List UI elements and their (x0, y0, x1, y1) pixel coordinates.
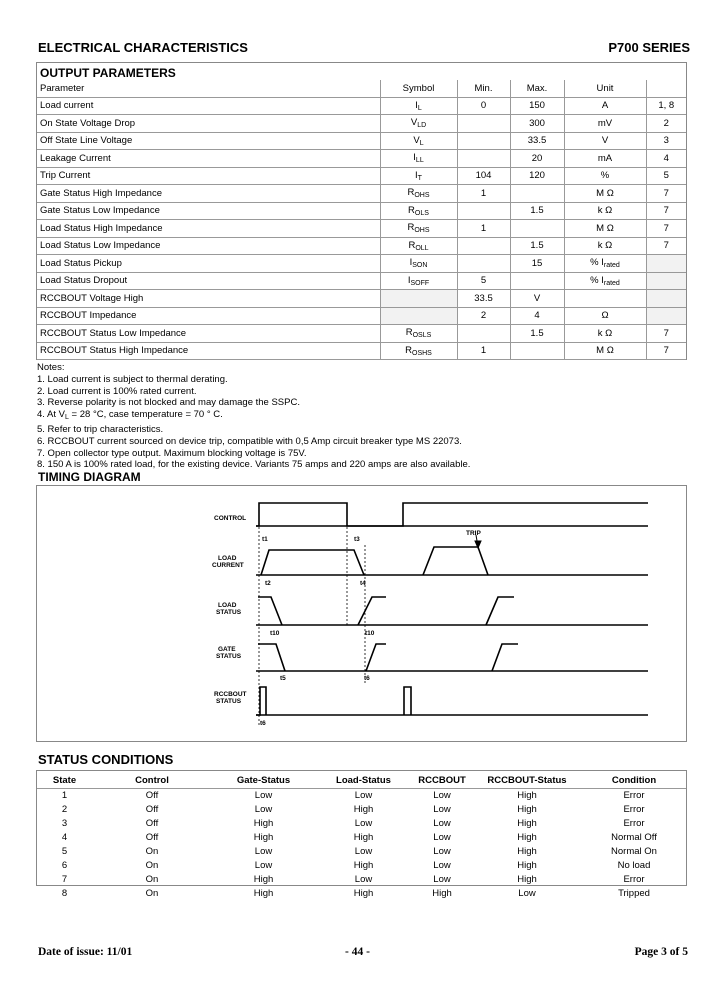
status-row (37, 817, 686, 831)
status-col-header: Load-Status (315, 772, 412, 789)
param-name: Load current (37, 97, 380, 115)
status-col-header: RCCBOUT (412, 772, 472, 789)
param-min (457, 132, 510, 150)
status-header-row (37, 772, 686, 789)
label-rccbout-status-2: STATUS (216, 698, 242, 705)
label-gate-status-1: GATE (218, 646, 236, 653)
param-symbol: $R_{OHS}$ (380, 185, 457, 203)
status-cell: High (432, 888, 452, 899)
param-max: 1.5 (510, 202, 564, 220)
status-cell: No load (617, 860, 651, 871)
param-note: 7 (646, 202, 686, 220)
param-note: 7 (646, 185, 686, 203)
status-cell: Off (145, 790, 159, 801)
series-title: P700 SERIES (608, 40, 690, 55)
param-max: V (510, 290, 564, 308)
param-symbol: $I_{SOFF}$ (380, 272, 457, 290)
status-cell: Error (623, 790, 645, 801)
param-note: 7 (646, 325, 686, 343)
param-max: 4 (510, 307, 564, 325)
status-cell: 1 (61, 790, 68, 801)
status-cell: High (353, 832, 374, 843)
status-cell: Low (433, 846, 451, 857)
date-of-issue: Date of issue: 11/01 (38, 946, 133, 958)
status-cell: High (517, 804, 537, 815)
param-unit: % $I_{rated}$ (564, 255, 646, 273)
table-row (37, 272, 686, 290)
param-symbol: $R_{OSLS}$ (380, 325, 457, 343)
status-row (37, 789, 686, 804)
param-symbol: $I_{SON}$ (380, 255, 457, 273)
param-max (510, 185, 564, 203)
status-cell: Low (254, 860, 273, 871)
param-max: 1.5 (510, 325, 564, 343)
status-cell: On (145, 874, 159, 885)
output-params-header-row (37, 80, 686, 97)
status-cell: 4 (61, 832, 68, 843)
note-7: 7. Open collector type output. Maximum blocking voltage is 75V. (37, 447, 307, 459)
label-t4: t4 (360, 580, 366, 587)
col-note (646, 80, 686, 97)
table-row (37, 342, 686, 360)
status-cell: 6 (61, 860, 68, 871)
status-cell: High (517, 790, 537, 801)
status-cell: Normal On (611, 846, 657, 857)
output-params-title: OUTPUT PARAMETERS (40, 66, 176, 80)
param-min: 2 (457, 307, 510, 325)
param-unit: mV (564, 115, 646, 133)
label-t3: t3 (354, 536, 360, 543)
param-min (457, 115, 510, 133)
table-row (37, 132, 686, 150)
param-min (457, 255, 510, 273)
status-cell: Error (623, 804, 645, 815)
doc-section-title: ELECTRICAL CHARACTERISTICS (38, 40, 248, 55)
param-unit: M Ω (564, 185, 646, 203)
param-name: RCCBOUT Voltage High (37, 290, 380, 308)
param-min (457, 202, 510, 220)
param-max (510, 342, 564, 360)
status-cell: High (517, 832, 537, 843)
param-symbol: $I_L$ (380, 97, 457, 115)
col-unit: Unit (564, 80, 646, 97)
status-cell: Low (433, 874, 451, 885)
label-t5b: t6 (364, 675, 370, 682)
status-cell: Low (433, 790, 451, 801)
note-4: 4. At $V_L = 28$ °C, case temperature = 70 ° C. (37, 409, 223, 422)
label-t1: t1 (262, 536, 268, 543)
table-row (37, 167, 686, 185)
col-parameter: Parameter (37, 80, 380, 97)
status-cell: Low (354, 790, 373, 801)
status-cell: Low (433, 818, 451, 829)
status-cell: 3 (61, 818, 68, 829)
label-control: CONTROL (214, 515, 247, 522)
param-name: RCCBOUT Impedance (37, 307, 380, 325)
param-name: RCCBOUT Status High Impedance (37, 342, 380, 360)
note-5: 5. Refer to trip characteristics. (37, 423, 164, 435)
param-note (646, 255, 686, 273)
status-cell: On (145, 846, 159, 857)
param-min: 1 (457, 342, 510, 360)
param-unit: M Ω (564, 342, 646, 360)
param-name: Leakage Current (37, 150, 380, 168)
param-min: 0 (457, 97, 510, 115)
param-name: Gate Status High Impedance (37, 185, 380, 203)
param-name: Load Status Pickup (37, 255, 380, 273)
param-symbol: $R_{OSHS}$ (380, 342, 457, 360)
table-row (37, 115, 686, 133)
table-row (37, 185, 686, 203)
param-unit: V (564, 132, 646, 150)
label-t5: t5 (280, 675, 286, 682)
label-trip: TRIP (466, 530, 481, 537)
table-row (37, 202, 686, 220)
param-note (646, 272, 686, 290)
param-symbol: $V_{LD}$ (380, 115, 457, 133)
param-name: Off State Line Voltage (37, 132, 380, 150)
status-cell: Off (145, 818, 159, 829)
status-row (37, 873, 686, 887)
notes-title: Notes: (37, 362, 65, 373)
param-note: 7 (646, 237, 686, 255)
param-note: 5 (646, 167, 686, 185)
status-col-header: RCCBOUT-Status (472, 772, 582, 789)
status-cell: High (253, 888, 274, 899)
status-title: STATUS CONDITIONS (38, 752, 174, 767)
param-note (646, 290, 686, 308)
label-t6: t6 (260, 720, 266, 727)
param-max: 1.5 (510, 237, 564, 255)
param-max: 120 (510, 167, 564, 185)
page-number: - 44 - (345, 946, 370, 958)
param-unit: k Ω (564, 202, 646, 220)
status-row (37, 845, 686, 859)
param-note: 1, 8 (646, 97, 686, 115)
status-cell: Low (254, 804, 273, 815)
status-cell: High (253, 832, 274, 843)
label-t10a: t10 (270, 630, 280, 637)
label-gate-status-2: STATUS (216, 653, 242, 660)
status-cell: Off (145, 804, 159, 815)
param-note: 2 (646, 115, 686, 133)
label-load-status-1: LOAD (218, 602, 237, 609)
col-symbol: Symbol (380, 80, 457, 97)
notes-block (37, 362, 697, 471)
status-row (37, 859, 686, 873)
note-3: 3. Reverse polarity is not blocked and may damage the SSPC. (37, 397, 300, 409)
param-unit: k Ω (564, 237, 646, 255)
status-cell: Low (354, 874, 373, 885)
label-rccbout-status-1: RCCBOUT (214, 691, 247, 698)
param-symbol: $I_T$ (380, 167, 457, 185)
label-load-status-2: STATUS (216, 609, 242, 616)
param-unit: % $I_{rated}$ (564, 272, 646, 290)
table-row (37, 150, 686, 168)
status-col-header: Condition (582, 772, 686, 789)
status-cell: Low (433, 832, 451, 843)
param-unit: Ω (564, 307, 646, 325)
param-symbol (380, 290, 457, 308)
param-symbol: $R_{OHS}$ (380, 220, 457, 238)
param-max (510, 272, 564, 290)
note-2: 2. Load current is 100% rated current. (37, 385, 197, 397)
param-min (457, 325, 510, 343)
param-min: 104 (457, 167, 510, 185)
param-max (510, 220, 564, 238)
status-cell: High (517, 874, 537, 885)
param-unit: A (564, 97, 646, 115)
status-cell: High (517, 846, 537, 857)
param-unit: M Ω (564, 220, 646, 238)
status-cell: High (253, 818, 274, 829)
status-cell: Low (518, 888, 536, 899)
status-table (37, 772, 686, 901)
status-cell: Error (623, 874, 645, 885)
param-name: RCCBOUT Status Low Impedance (37, 325, 380, 343)
status-cell: High (353, 860, 374, 871)
status-cell: 5 (61, 846, 68, 857)
status-cell: Low (354, 846, 373, 857)
status-cell: Low (254, 846, 273, 857)
param-name: Gate Status Low Impedance (37, 202, 380, 220)
status-cell: Tripped (618, 888, 650, 899)
status-cell: Low (433, 860, 451, 871)
label-t2: t2 (265, 580, 271, 587)
status-cell: 8 (61, 888, 68, 899)
status-col-header: State (37, 772, 92, 789)
param-max: 33.5 (510, 132, 564, 150)
status-cell: High (353, 804, 374, 815)
param-name: Load Status Low Impedance (37, 237, 380, 255)
table-row (37, 220, 686, 238)
param-min: 1 (457, 185, 510, 203)
table-row (37, 97, 686, 115)
status-cell: High (517, 860, 537, 871)
param-min (457, 150, 510, 168)
label-load-current-2: CURRENT (212, 562, 244, 569)
status-cell: 2 (61, 804, 68, 815)
note-8: 8. 150 A is 100% rated load, for the existing device. Variants 75 amps and 220 amps are also available. (37, 459, 471, 471)
param-symbol: $R_{OLS}$ (380, 202, 457, 220)
param-note: 7 (646, 342, 686, 360)
col-min: Min. (457, 80, 510, 97)
param-name: Trip Current (37, 167, 380, 185)
status-cell: Error (623, 818, 645, 829)
status-row (37, 803, 686, 817)
status-cell: Low (433, 804, 451, 815)
param-max: 15 (510, 255, 564, 273)
status-col-header: Control (92, 772, 212, 789)
table-row (37, 255, 686, 273)
param-name: Load Status Dropout (37, 272, 380, 290)
param-max: 300 (510, 115, 564, 133)
status-row (37, 887, 686, 901)
param-unit: % (564, 167, 646, 185)
timing-diagram (36, 485, 687, 742)
status-cell: Low (354, 818, 373, 829)
col-max: Max. (510, 80, 564, 97)
output-params-table (37, 80, 686, 360)
param-max: 150 (510, 97, 564, 115)
param-min: 5 (457, 272, 510, 290)
param-max: 20 (510, 150, 564, 168)
note-1: 1. Load current is subject to thermal derating. (37, 373, 228, 385)
param-name: Load Status High Impedance (37, 220, 380, 238)
param-note (646, 307, 686, 325)
status-cell: Off (145, 832, 159, 843)
status-cell: On (145, 860, 159, 871)
table-row (37, 290, 686, 308)
status-col-header: Gate-Status (212, 772, 315, 789)
param-note: 4 (646, 150, 686, 168)
label-load-current-1: LOAD (218, 555, 237, 562)
table-row (37, 307, 686, 325)
table-row (37, 325, 686, 343)
status-cell: High (517, 818, 537, 829)
param-min: 33.5 (457, 290, 510, 308)
status-row (37, 831, 686, 845)
param-note: 7 (646, 220, 686, 238)
param-symbol: $I_{LL}$ (380, 150, 457, 168)
status-cell: 7 (61, 874, 68, 885)
param-unit: mA (564, 150, 646, 168)
table-row (37, 237, 686, 255)
timing-title: TIMING DIAGRAM (38, 470, 141, 484)
status-cell: Low (254, 790, 273, 801)
param-name: On State Voltage Drop (37, 115, 380, 133)
label-t10b: t10 (365, 630, 375, 637)
status-cell: On (145, 888, 159, 899)
status-cell: High (253, 874, 274, 885)
page-of: Page 3 of 5 (634, 946, 688, 958)
param-symbol: $V_L$ (380, 132, 457, 150)
status-cell: High (353, 888, 374, 899)
param-unit: k Ω (564, 325, 646, 343)
param-symbol: $R_{OLL}$ (380, 237, 457, 255)
note-6: 6. RCCBOUT current sourced on device trip, compatible with 0,5 Amp circuit breaker type MS 22073. (37, 435, 462, 447)
param-unit (564, 290, 646, 308)
param-min (457, 237, 510, 255)
status-cell: Normal Off (611, 832, 657, 843)
param-note: 3 (646, 132, 686, 150)
param-min: 1 (457, 220, 510, 238)
param-symbol (380, 307, 457, 325)
